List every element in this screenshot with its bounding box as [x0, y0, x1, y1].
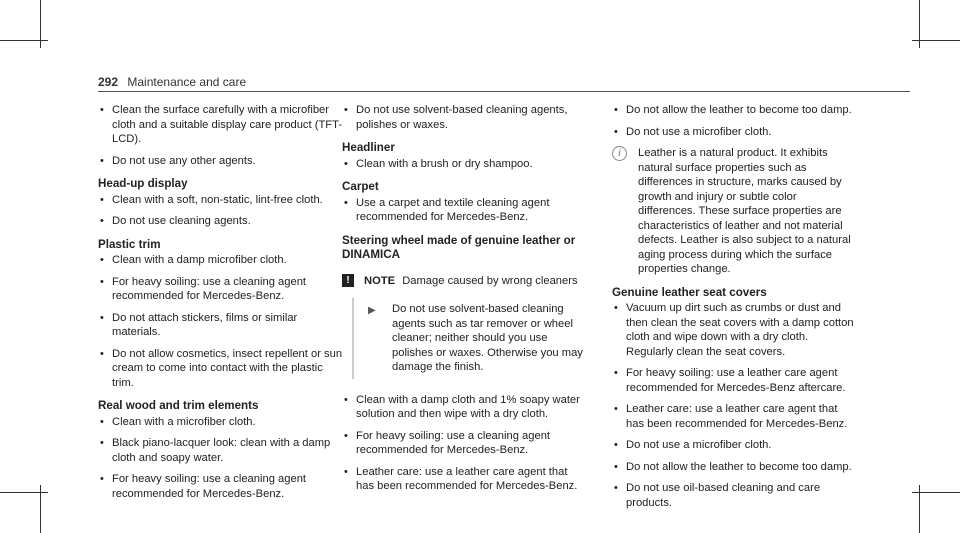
list-item: • Do not allow the leather to become too damp.: [612, 460, 857, 475]
section-heading: Steering wheel made of genuine leather or DINAMICA: [342, 233, 576, 261]
section-heading: Real wood and trim elements: [98, 399, 259, 412]
list-item: • Use a carpet and textile cleaning agent recommended for Mercedes-Benz.: [342, 196, 587, 225]
list-item: • Do not allow the leather to become too damp.: [612, 103, 857, 118]
arrow-icon: ▶: [368, 305, 376, 316]
list-item: • Do not allow cosmetics, insect repellent or sun cream to come into contact with the plastic trim.: [98, 347, 343, 391]
note-text: Damage caused by wrong cleaners: [402, 274, 578, 287]
crop-mark: [912, 492, 960, 493]
list-item: • For heavy soiling: use a cleaning agent recommended for Mercedes-Benz.: [98, 472, 343, 501]
warning-icon: !: [342, 274, 354, 287]
page-number: 292: [98, 75, 119, 89]
column-3: [612, 103, 857, 517]
list-item: • For heavy soiling: use a cleaning agent recommended for Mercedes-Benz.: [98, 275, 343, 304]
list-item: • Do not use cleaning agents.: [98, 214, 343, 229]
crop-mark: [912, 40, 960, 41]
column-1: [98, 103, 343, 508]
list-item: • For heavy soiling: use a leather care agent recommended for Mercedes-Benz aftercare.: [612, 366, 857, 395]
list-item: • Clean with a microfiber cloth.: [98, 415, 343, 430]
info-icon: i: [612, 146, 627, 161]
list-item: • Black piano-lacquer look: clean with a damp cloth and soapy water.: [98, 436, 343, 465]
page-header: [98, 75, 246, 89]
note-header: [342, 274, 587, 289]
section-heading: Plastic trim: [98, 237, 161, 251]
section-heading: Headliner: [342, 141, 395, 154]
list-item: • Clean with a damp microfiber cloth.: [98, 253, 343, 268]
list-item: • Do not use any other agents.: [98, 154, 343, 169]
list-item: • Leather care: use a leather care agent that has been recommended for Mercedes-Benz.: [612, 402, 857, 431]
list-item: • Clean with a brush or dry shampoo.: [342, 157, 587, 172]
list-item: • Leather care: use a leather care agent that has been recommended for Mercedes-Benz.: [342, 465, 587, 494]
list-item: • Clean with a soft, non-static, lint-free cloth.: [98, 193, 343, 208]
info-block: [612, 146, 857, 277]
note-title: NOTE: [364, 274, 396, 287]
header-rule: [98, 91, 910, 92]
crop-mark: [0, 492, 48, 493]
list-item: • Vacuum up dirt such as crumbs or dust and then clean the seat covers with a damp cotton cloth and wipe down with a dry cloth. Regularly clean the seat covers.: [612, 301, 857, 359]
list-item: • Do not use a microfiber cloth.: [612, 438, 857, 453]
info-text: Leather is a natural product. It exhibits natural surface properties such as differences in structure, marks caused by growth and injury or subtle color differences. These surface properties are characteristics of leather and not material defects. Leather is also subject to a natural aging process during which the surface properties change.: [638, 147, 851, 275]
section-heading: Carpet: [342, 180, 379, 193]
section-heading: Head-up display: [98, 177, 188, 190]
list-item: • Do not use solvent-based cleaning agents, polishes or waxes.: [342, 103, 587, 132]
note-box: [352, 298, 587, 379]
crop-mark: [0, 40, 48, 41]
list-item: • Do not use a microfiber cloth.: [612, 125, 857, 140]
section-title: Maintenance and care: [127, 75, 247, 89]
list-item: • Clean with a damp cloth and 1% soapy water solution and then wipe with a dry cloth.: [342, 393, 587, 422]
list-item: • Clean the surface carefully with a microfiber cloth and a suitable display care product (TFT-LCD).: [98, 103, 343, 147]
column-2: [342, 103, 587, 501]
list-item: • Do not use oil-based cleaning and care products.: [612, 481, 857, 510]
list-item: • For heavy soiling: use a cleaning agent recommended for Mercedes-Benz.: [342, 429, 587, 458]
list-item: • Do not attach stickers, films or similar materials.: [98, 311, 343, 340]
section-heading: Genuine leather seat covers: [612, 285, 767, 299]
note-action: Do not use solvent-based cleaning agents such as tar remover or wheel cleaner; neither should you use polishes or waxes. Otherwise you may damage the finish.: [392, 303, 583, 373]
